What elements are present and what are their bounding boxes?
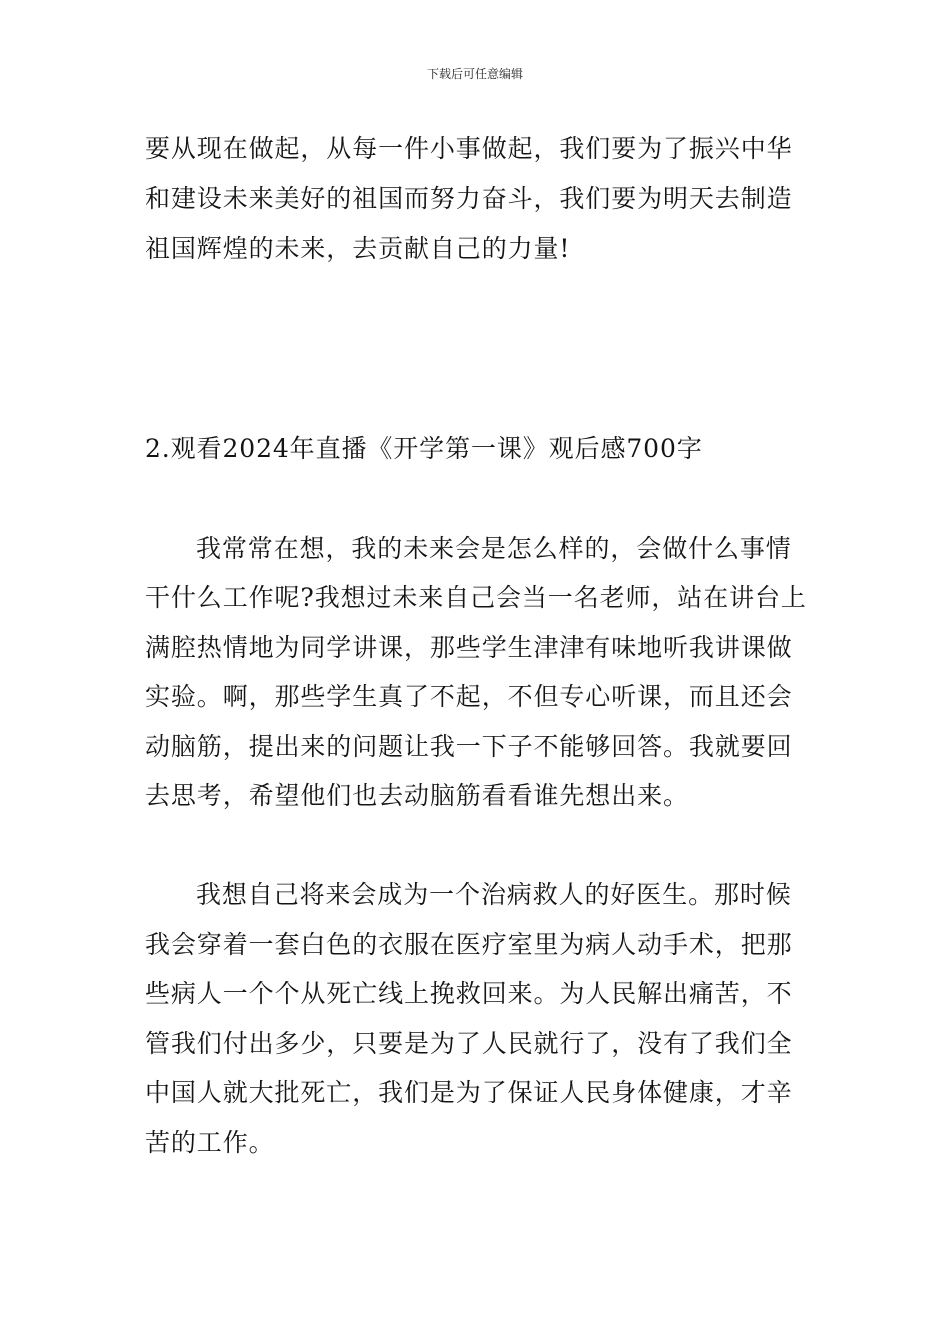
page-header-note: 下载后可任意编辑 <box>426 67 523 81</box>
paragraph-1-line: 祖国辉煌的未来，去贡献自己的力量! <box>145 234 571 263</box>
paragraph-3-line: 管我们付出多少，只要是为了人民就行了，没有了我们全 <box>145 1029 793 1058</box>
paragraph-2-line: 干什么工作呢?我想过未来自己会当一名老师，站在讲台上 <box>145 583 807 612</box>
paragraph-3-line: 我想自己将来会成为一个治病救人的好医生。那时候 <box>196 880 792 909</box>
paragraph-2-line: 满腔热情地为同学讲课，那些学生津津有味地听我讲课做 <box>145 633 793 662</box>
paragraph-2-line: 我常常在想，我的未来会是怎么样的，会做什么事情 <box>196 534 792 563</box>
paragraph-3-line: 我会穿着一套白色的衣服在医疗室里为病人动手术，把那 <box>145 930 793 959</box>
paragraph-3-line: 苦的工作。 <box>145 1128 275 1157</box>
paragraph-1-line: 和建设未来美好的祖国而努力奋斗，我们要为明天去制造 <box>145 184 793 213</box>
paragraph-2-line: 去思考，希望他们也去动脑筋看看谁先想出来。 <box>145 781 689 810</box>
section-heading: 2.观看2024年直播《开学第一课》观后感700字 <box>145 434 703 463</box>
paragraph-2-line: 实验。啊，那些学生真了不起，不但专心听课，而且还会 <box>145 682 793 711</box>
paragraph-1-line: 要从现在做起，从每一件小事做起，我们要为了振兴中华 <box>145 134 793 163</box>
paragraph-2-line: 动脑筋，提出来的问题让我一下子不能够回答。我就要回 <box>145 732 793 761</box>
paragraph-3-line: 中国人就大批死亡，我们是为了保证人民身体健康，才辛 <box>145 1078 793 1107</box>
paragraph-3-line: 些病人一个个从死亡线上挽救回来。为人民解出痛苦，不 <box>145 979 793 1008</box>
